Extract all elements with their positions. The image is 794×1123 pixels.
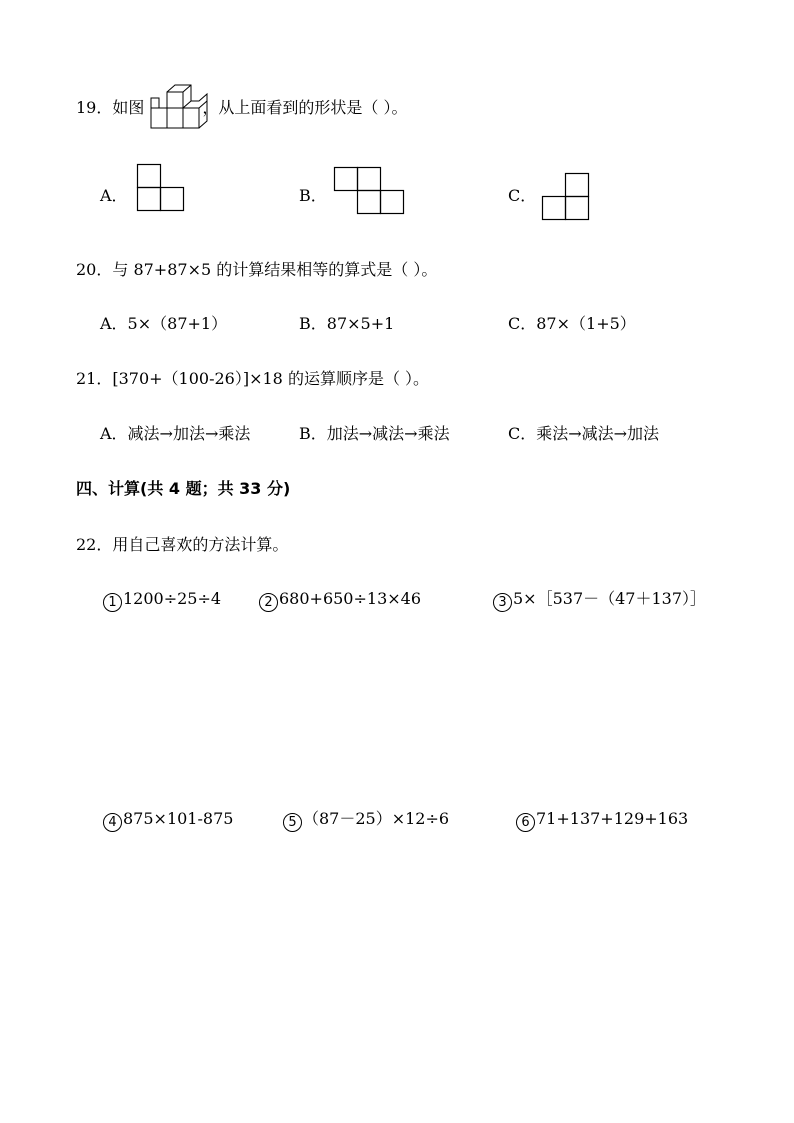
q22-item-4-expr: 875×101-875 (123, 809, 234, 828)
circled-number-2: 2 (259, 593, 278, 612)
q19-option-a-label: A． (100, 186, 128, 205)
q22-item-2 (259, 589, 421, 612)
q22-item-2-expr: 680+650÷13×46 (279, 589, 422, 608)
q20-option-a: A．5×（87+1） (100, 314, 228, 333)
q22-item-3-expr: 5×［537－（47＋137）］ (513, 589, 707, 608)
q21-stem: 21．[370+（100-26）]×18 的运算顺序是（ ）。 (76, 369, 430, 388)
q20-option-c: C．87×（1+5） (508, 314, 636, 333)
q22-item-5-expr: （87－25）×12÷6 (303, 809, 450, 828)
circled-number-5: 5 (283, 813, 302, 832)
q22-item-1 (103, 589, 221, 612)
circled-number-3: 3 (493, 593, 512, 612)
q19-option-c-label: C． (508, 186, 537, 205)
q21-option-c: C．乘法→减法→加法 (508, 424, 660, 443)
q22-item-1-expr: 1200÷25÷4 (123, 589, 222, 608)
circled-number-1: 1 (103, 593, 122, 612)
section-heading: 四、计算(共 4 题；共 33 分) (76, 479, 291, 498)
q22-item-6 (516, 809, 688, 832)
q19-prefix: 如图 (112, 98, 145, 117)
q19-cube-figure (150, 84, 210, 130)
q22-item-4 (103, 809, 233, 832)
q20-stem: 20．与 87+87×5 的计算结果相等的算式是（ ）。 (76, 260, 438, 279)
q19-option-b-shape (334, 167, 408, 217)
q19-suffix: ，从上面看到的形状是（ ）。 (202, 98, 408, 117)
circled-number-6: 6 (516, 813, 535, 832)
q20-option-b: B．87×5+1 (299, 314, 395, 333)
q19-option-c-shape (542, 173, 592, 223)
q19-number: 19． (76, 98, 113, 117)
q19-option-b-label: B． (299, 186, 327, 205)
q22-item-5 (283, 809, 449, 832)
q21-option-b: B．加法→减法→乘法 (299, 424, 450, 443)
q22-item-3 (493, 589, 706, 612)
circled-number-4: 4 (103, 813, 122, 832)
q21-option-a: A．减法→加法→乘法 (100, 424, 251, 443)
q22-item-6-expr: 71+137+129+163 (536, 809, 689, 828)
q19-option-a-shape (137, 164, 187, 214)
q22-stem: 22．用自己喜欢的方法计算。 (76, 535, 289, 554)
q19-stem (76, 98, 407, 118)
